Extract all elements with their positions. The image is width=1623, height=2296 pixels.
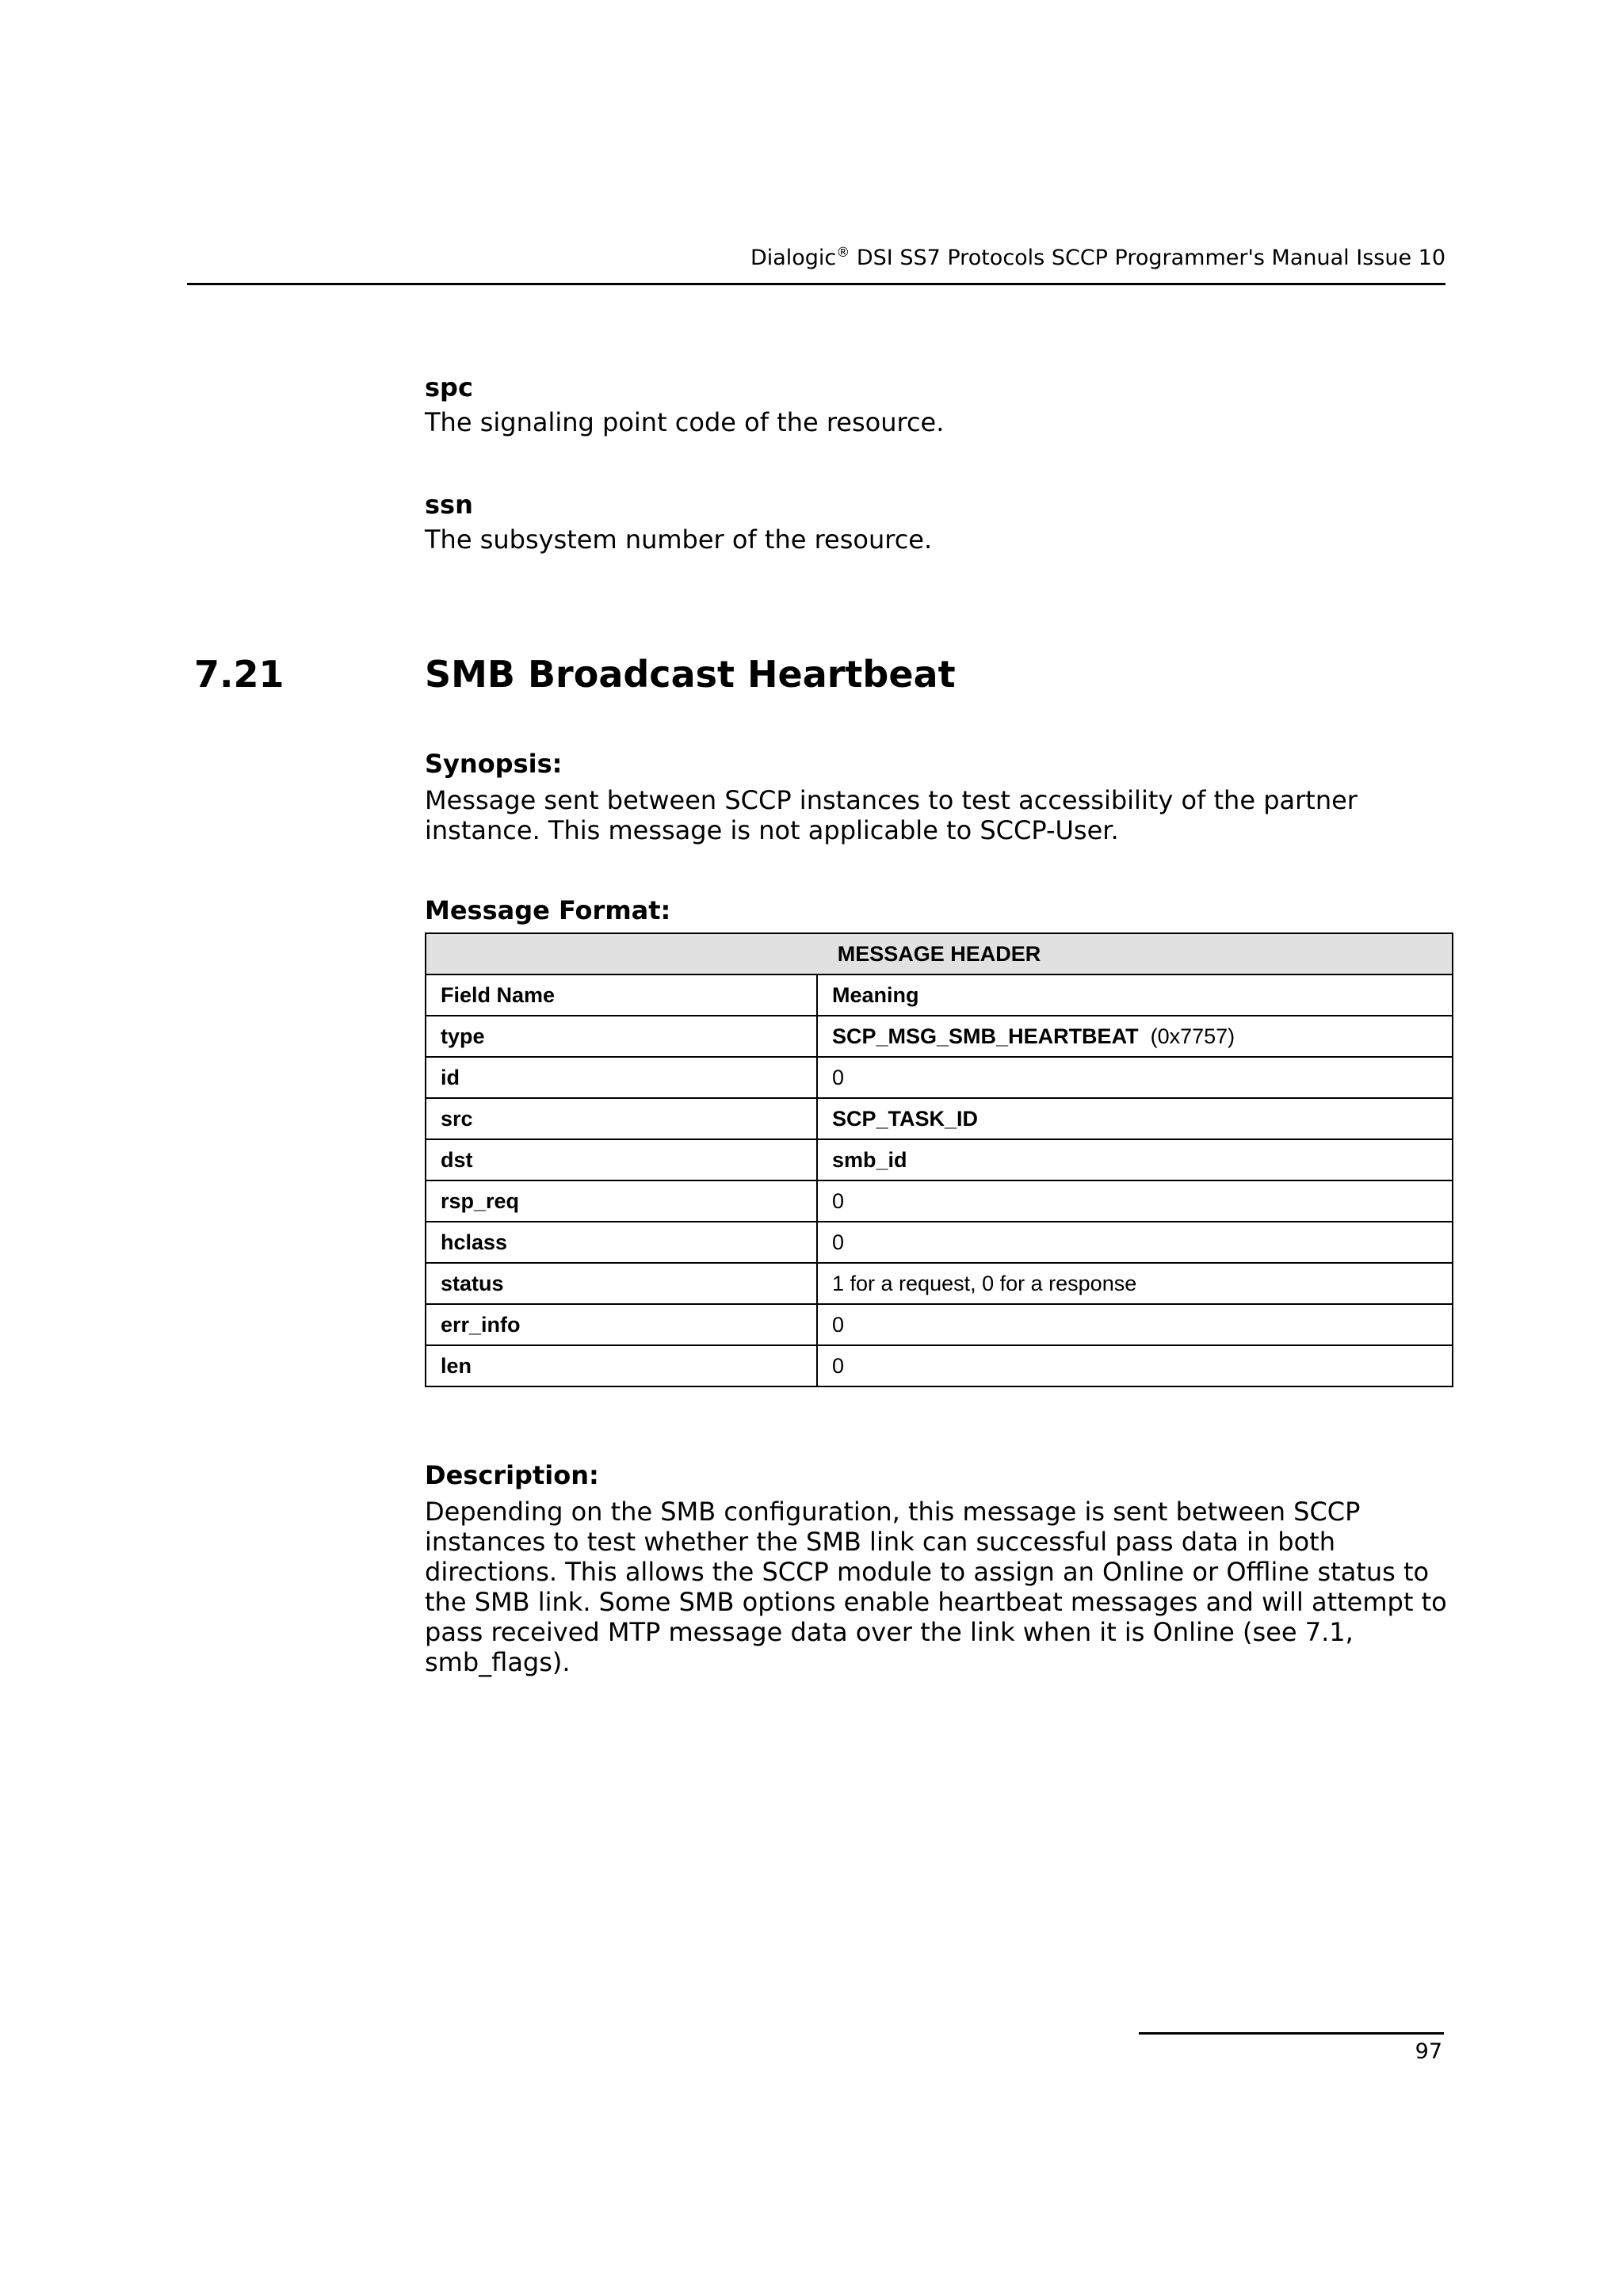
field-name-cell: status (426, 1263, 817, 1304)
table-row (426, 1139, 1453, 1180)
running-header (750, 246, 1445, 270)
meaning-extra: (0x7757) (1150, 1024, 1235, 1048)
field-term: spc (425, 372, 473, 402)
page-number: 97 (1415, 2039, 1442, 2064)
field-spc (425, 372, 1455, 437)
meaning-cell: 0 (817, 1222, 1453, 1263)
field-name-cell: type (426, 1016, 817, 1057)
table-row (426, 1345, 1453, 1386)
message-header-cell: MESSAGE HEADER (426, 933, 1453, 974)
table-row (426, 1222, 1453, 1263)
field-name-cell: dst (426, 1139, 817, 1180)
meaning-cell: SCP_TASK_ID (817, 1098, 1453, 1139)
field-name-cell: rsp_req (426, 1180, 817, 1222)
field-name-cell: hclass (426, 1222, 817, 1263)
synopsis-block (425, 749, 1376, 845)
meaning-cell: 0 (817, 1304, 1453, 1345)
table-header-row (426, 933, 1453, 974)
header-title: DSI SS7 Protocols SCCP Programmer's Manual Issue 10 (850, 246, 1445, 270)
meaning-cell: smb_id (817, 1139, 1453, 1180)
column-header-row (426, 974, 1453, 1016)
field-description: The signaling point code of the resource. (425, 407, 945, 437)
meaning-cell: 1 for a request, 0 for a response (817, 1263, 1453, 1304)
field-name-cell: len (426, 1345, 817, 1386)
section-title: SMB Broadcast Heartbeat (425, 653, 956, 696)
field-term: ssn (425, 490, 473, 520)
synopsis-label: Synopsis: (425, 749, 563, 779)
meaning-cell: 0 (817, 1180, 1453, 1222)
table-row (426, 1057, 1453, 1098)
field-description: The subsystem number of the resource. (425, 524, 933, 555)
synopsis-text: Message sent between SCCP instances to test accessibility of the partner instance. This message is not applicable to SCCP-User. (425, 785, 1358, 845)
field-name-cell: err_info (426, 1304, 817, 1345)
description-text: Depending on the SMB configuration, this message is sent between SCCP instances to test whether the SMB link can successful pass data in both directions. This allows the SCCP module to assign an Online or Offline status to the SMB link. Some SMB options enable heartbeat messages and will attempt to pass received MTP message data over the link when it is Online (see 7.1, smb_flags). (425, 1497, 1447, 1677)
description-label: Description: (425, 1460, 599, 1490)
header-rule (187, 283, 1445, 285)
registered-mark: ® (836, 245, 850, 261)
field-ssn (425, 490, 1455, 555)
meaning-cell: 0 (817, 1345, 1453, 1386)
meaning-value: SCP_MSG_SMB_HEARTBEAT (832, 1024, 1139, 1048)
header-brand: Dialogic (750, 246, 837, 270)
table-row (426, 1180, 1453, 1222)
section-number: 7.21 (194, 653, 285, 696)
table-row (426, 1263, 1453, 1304)
field-name-cell: id (426, 1057, 817, 1098)
table-row (426, 1304, 1453, 1345)
field-name-cell: src (426, 1098, 817, 1139)
col-meaning: Meaning (817, 974, 1453, 1016)
footer-rule (1139, 2032, 1444, 2035)
meaning-cell: 0 (817, 1057, 1453, 1098)
format-block (425, 895, 1455, 925)
meaning-cell (817, 1016, 1453, 1057)
format-label: Message Format: (425, 895, 671, 925)
table-row (426, 1016, 1453, 1057)
message-format-table (425, 933, 1453, 1387)
description-block (425, 1460, 1447, 1677)
table-row (426, 1098, 1453, 1139)
col-field-name: Field Name (426, 974, 817, 1016)
